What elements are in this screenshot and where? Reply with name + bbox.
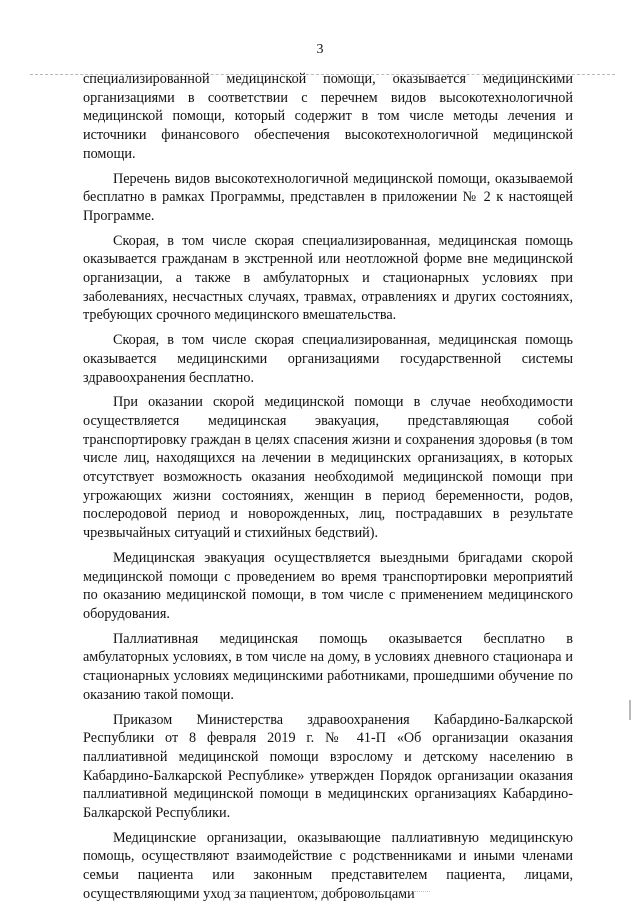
paragraph-6: Медицинская эвакуация осуществляется выездными бригадами скорой медицинской помощи с проведением во время транспортировки мероприятий по оказанию медицинской помощи, в том числе с применением медицинского оборудования.: [83, 549, 573, 622]
paragraph-4: Скорая, в том числе скорая специализированная, медицинская помощь оказывается медицинскими организациями государственной системы здравоохранения бесплатно.: [83, 332, 573, 386]
page-number: 3: [316, 42, 324, 57]
paragraph-7: Паллиативная медицинская помощь оказывается бесплатно в амбулаторных условиях, в том числе на дому, в условиях дневного стационара и стационарных условиях медицинскими работниками, прошедшими обучение по оказанию такой помощи.: [83, 630, 573, 703]
paragraph-2: Перечень видов высокотехнологичной медицинской помощи, оказываемой бесплатно в рамках Программы, представлен в приложении № 2 к настоящей Программе.: [83, 170, 573, 224]
paragraph-8: Приказом Министерства здравоохранения Кабардино-Балкарской Республики от 8 февраля 2019 г. № 41-П «Об организации оказания паллиативной медицинской помощи взрослому и детскому населению в Кабардино-Балкарской Республике» утвержден Порядок организации оказания паллиативной медицинской помощи в медицинских организациях Кабардино-Балкарской Республики.: [83, 711, 573, 822]
scan-edge-mark: [629, 700, 631, 720]
paragraph-5: При оказании скорой медицинской помощи в случае необходимости осуществляется медицинская эвакуация, представляющая собой транспортировку граждан в целях спасения жизни и сохранения здоровья (в том числе лиц, находящихся на лечении в медицинских организациях, в которых отсутствует возможность оказания необходимой медицинской помощи при угрожающих жизни состояниях, женщин в период беременности, родов, послеродовой период и новорожденных, лиц, пострадавших в результате чрезвычайных ситуаций и стихийных бедствий).: [83, 394, 573, 542]
paragraph-9: Медицинские организации, оказывающие паллиативную медицинскую помощь, осуществляют взаимодействие с родственниками и иными членами семьи пациента или законным представителем пациента, лицами, осуществляющими уход за пациентом, добровольцами: [83, 829, 573, 902]
bottom-scan-artifact: [210, 891, 430, 892]
paragraph-3: Скорая, в том числе скорая специализированная, медицинская помощь оказывается гражданам в экстренной или неотложной форме вне медицинской организации, а также в амбулаторных и стационарных условиях при заболеваниях, несчастных случаях, травмах, отравлениях и других состояниях, требующих срочного медицинского вмешательства.: [83, 232, 573, 324]
paragraph-1: специализированной медицинской помощи, оказывается медицинскими организациями в соответствии с перечнем видов высокотехнологичной медицинской помощи, который содержит в том числе методы лечения и источники финансового обеспечения высокотехнологичной медицинской помощи.: [83, 71, 573, 162]
document-body: [83, 70, 573, 904]
